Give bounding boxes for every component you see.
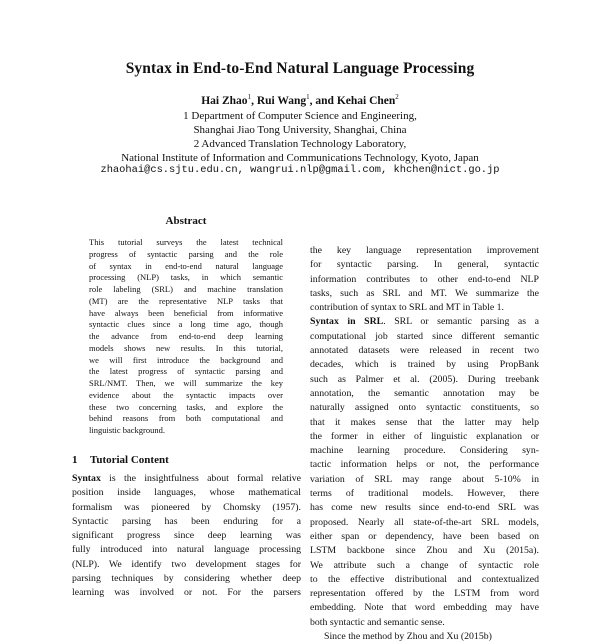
paragraph-line: Syntactic parsing has been enduring for a [72, 515, 301, 527]
paragraph-line: such as Palmer et al. (2005). During treebank [310, 373, 539, 385]
paragraph-line: terms of traditional models. However, there [310, 488, 539, 500]
paragraph-line: SRL/NMT. Then, we will summarize the key [89, 378, 283, 388]
line-text: . SRL or semantic parsing as a [383, 316, 539, 328]
run-in-heading: Syntax in SRL [310, 316, 384, 328]
paragraph-line: we will first introduce the background and [89, 354, 283, 365]
paragraph-line: behind reasons from both computational and [89, 413, 283, 424]
paragraph-line: either span or dependency, have been based on [310, 530, 539, 542]
paragraph-line: annotation, the semantic annotation may be [310, 387, 539, 399]
paragraph-line: role labeling (SRL) and machine translation [89, 284, 283, 294]
affiliation-mark: 2 [395, 93, 399, 102]
paragraph-line [310, 315, 539, 329]
paragraph-line: the latest progress of syntactic parsing and [89, 366, 283, 377]
paragraph-line: representation offered by the LSTM from word [310, 588, 539, 600]
run-in-heading: Syntax [72, 473, 101, 484]
section-heading [72, 454, 302, 466]
left-column-body [72, 472, 301, 601]
affiliation-line: 2 Advanced Translation Technology Laboratory, [193, 138, 407, 150]
paragraph-line: both syntactic and semantic sense. [310, 616, 445, 628]
paragraph-line: computational job started since different semantic [310, 330, 539, 342]
section-number: 1 [72, 454, 78, 466]
paragraph-line: information contributes to other end-to-end NLP [310, 273, 539, 285]
paragraph-line: evidence about the syntactic impacts over [89, 389, 283, 400]
author-emails: zhaohai@cs.sjtu.edu.cn, wangrui.nlp@gmail.com, khchen@nict.go.jp [100, 164, 500, 176]
paragraph-line: variation of SRL may range about 5-10% in [310, 473, 539, 485]
section-title: Tutorial Content [90, 454, 169, 466]
paragraph-line: have always been beneficial from informative [89, 307, 283, 318]
paragraph-line: annotated datasets were released in recent two [310, 345, 539, 357]
paragraph-line: embedding. Note that word embedding may have [310, 602, 539, 614]
author-separator: , and [309, 95, 337, 107]
paragraph-line: learning was involved or not. For the parsers [72, 587, 301, 599]
paragraph-line: formalism was pioneered by Chomsky (1957). [72, 501, 301, 513]
paragraph-line: the former in either of linguistic explanation or [310, 430, 539, 442]
paragraph-line: the key language representation improvement [310, 245, 539, 256]
paragraph-line: of syntax in end-to-end natural language [89, 260, 283, 271]
paragraph-line: that it makes sense that the latter may help [310, 416, 539, 428]
affiliation-mark: 1 [247, 93, 252, 102]
paper-title: Syntax in End-to-End Natural Language Processing [125, 60, 475, 77]
right-column-body [310, 244, 539, 644]
paragraph-line: syntactic clues since a long time ago, though [89, 319, 283, 330]
paragraph-line: tasks, such as SRL and MT. We summarize the [310, 287, 539, 299]
line-text: is the insightfulness about formal relative [100, 473, 301, 484]
paragraph-line: contribution of syntax to SRL and MT in Table 1. [310, 302, 504, 314]
paragraph-line: machine learning procedure. Considering syn- [310, 445, 539, 457]
author-name: Hai Zhao [201, 95, 248, 107]
paragraph-line: fully introduced into natural language processing [72, 544, 301, 556]
affiliation-line: Shanghai Jiao Tong University, Shanghai, China [193, 124, 407, 136]
abstract-heading: Abstract [165, 215, 207, 227]
author-name: Rui Wang [256, 95, 307, 107]
paragraph-line: the advance from end-to-end deep learning [89, 331, 283, 341]
paragraph-line: models shows new results. In this tutorial, [89, 342, 283, 353]
paragraph-line: significant progress since deep learning was [72, 530, 301, 542]
abstract-body [89, 237, 283, 437]
paragraph-line: tactic information helps or not, the performance [310, 459, 539, 471]
affiliation-line: 1 Department of Computer Science and Engineering, [183, 110, 417, 122]
paragraph-line: proposed. Nearly all state-of-the-art SRL models, [310, 516, 539, 528]
paragraph-line: (NLP). We identify two development stages for [72, 558, 301, 570]
paragraph-line: position inside languages, whose mathematical [72, 487, 301, 499]
author-name: Kehai Chen [336, 95, 396, 107]
paragraph-line: linguistic background. [89, 425, 166, 435]
paragraph-line: to the effective distributional and contextualized [310, 573, 539, 585]
paragraph-line: naturally assigned onto syntactic constituents, so [310, 402, 539, 414]
author-separator: , [251, 95, 257, 107]
affiliation-mark: 1 [306, 93, 310, 102]
paragraph-line: This tutorial surveys the latest technical [89, 237, 283, 247]
paragraph-line: has come new results since end-to-end SRL was [310, 502, 539, 514]
paragraph-line: parsing techniques by considering whether deep [72, 573, 301, 585]
paragraph-line [72, 472, 301, 486]
paragraph-line: these two concerning tasks, and explore the [89, 401, 283, 412]
paragraph-line: (MT) are the representative NLP tasks that [89, 295, 283, 306]
paragraph-line: processing (NLP) tasks, in which semantic [89, 272, 283, 283]
paragraph-line: for syntactic parsing. In general, syntactic [310, 259, 539, 271]
paragraph-line: LSTM backbone since Zhou and Xu (2015a). [310, 545, 539, 557]
affiliation-line: National Institute of Information and Communications Technology, Kyoto, Japan [121, 152, 479, 164]
author-list [0, 95, 600, 107]
paragraph-line: decades, which is trained by using PropBank [310, 359, 539, 371]
paragraph-line: We attribute such a change of syntactic role [310, 559, 539, 571]
paragraph-line: progress of syntactic parsing and the role [89, 248, 283, 259]
paragraph-line: Since the method by Zhou and Xu (2015b) [324, 631, 492, 643]
